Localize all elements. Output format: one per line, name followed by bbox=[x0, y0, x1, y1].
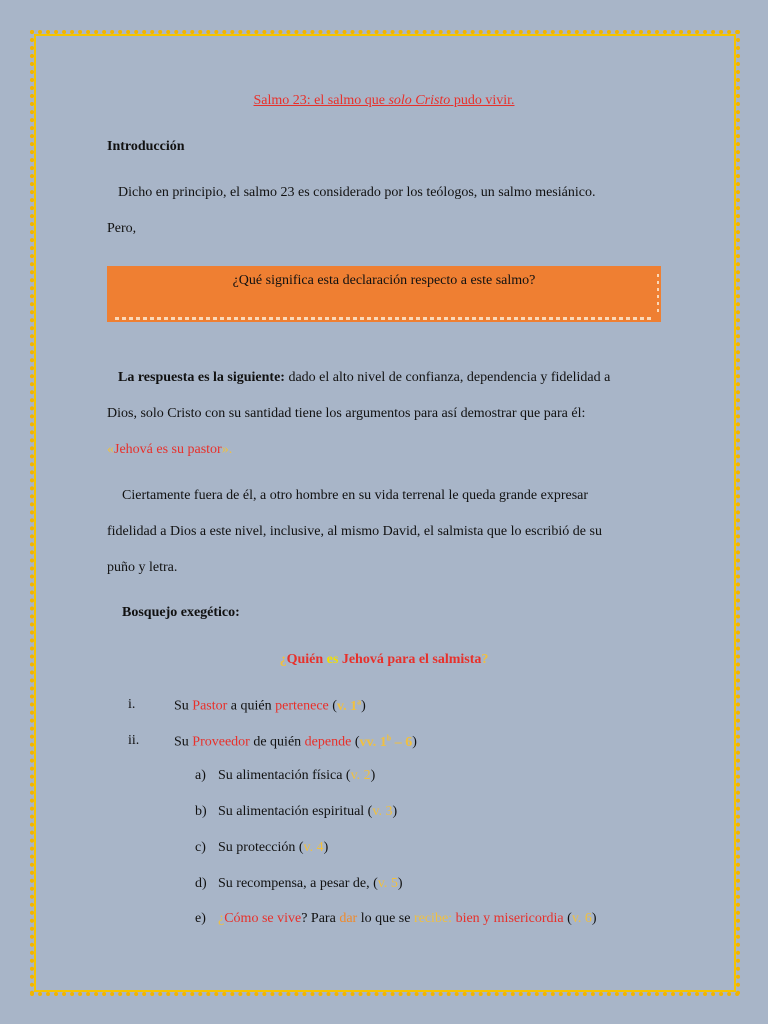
sub-letter-d: d) bbox=[195, 876, 207, 891]
quote-text: Jehová es su pastor bbox=[114, 442, 222, 457]
r2-sup: b bbox=[386, 733, 392, 742]
r2-d: ( bbox=[351, 734, 360, 750]
sub-a-text: Su alimentación física ( bbox=[218, 768, 351, 783]
roman-item-2 bbox=[174, 733, 417, 751]
r1-ref bbox=[337, 699, 361, 714]
question-w3: Jehová para el salmista bbox=[338, 652, 482, 667]
para3-line2: fidelidad a Dios a este nivel, inclusive, al mismo David, el salmista que lo escribió de su bbox=[107, 524, 602, 539]
answer-label: La respuesta es la siguiente: bbox=[118, 370, 285, 385]
document-title bbox=[0, 93, 768, 109]
r2-ref bbox=[360, 735, 413, 750]
title-italic: solo Cristo bbox=[388, 93, 451, 108]
sub-e-ref: v. 6 bbox=[571, 911, 592, 926]
sub-e-question: Cómo se vive bbox=[224, 911, 302, 926]
sub-e-q-close: ? Para bbox=[301, 911, 340, 926]
para2-line2: Dios, solo Cristo con su santidad tiene los argumentos para así demostrar que para él: bbox=[107, 406, 586, 421]
sub-c-ref: v. 4 bbox=[303, 840, 324, 855]
sub-e-recibe: recibe bbox=[413, 911, 449, 926]
sub-item-e bbox=[218, 911, 597, 927]
question-w1: Quién bbox=[286, 652, 327, 667]
para2-rest: dado el alto nivel de confianza, dependencia y fidelidad a bbox=[284, 370, 611, 385]
r1-su: Su bbox=[174, 698, 193, 714]
intro-heading: Introducción bbox=[107, 139, 185, 154]
sub-e-close: ) bbox=[591, 911, 597, 926]
sub-item-c bbox=[218, 840, 328, 856]
r2-proveedor: Proveedor bbox=[192, 734, 250, 750]
sub-e-colon: : bbox=[448, 911, 456, 926]
sub-letter-b: b) bbox=[195, 804, 207, 819]
sub-b-ref: v. 3 bbox=[372, 804, 393, 819]
sub-letter-a: a) bbox=[195, 768, 206, 783]
title-text: Salmo 23: el salmo que bbox=[253, 93, 389, 108]
question-w2: es bbox=[326, 652, 339, 667]
question-callout bbox=[107, 266, 661, 322]
sub-c-text: Su protección ( bbox=[218, 840, 304, 855]
r1-pastor: Pastor bbox=[192, 698, 228, 714]
r1-b: a quién bbox=[227, 698, 276, 714]
r2-depende: depende bbox=[304, 734, 352, 750]
sub-item-b bbox=[218, 804, 397, 820]
r2-su: Su bbox=[174, 734, 193, 750]
quote-close: ». bbox=[221, 442, 233, 457]
callout-text: ¿Qué significa esta declaración respecto a este salmo? bbox=[232, 273, 536, 288]
roman-item-1 bbox=[174, 697, 366, 715]
r1-d: ( bbox=[328, 698, 337, 714]
para3-line1: Ciertamente fuera de él, a otro hombre en su vida terrenal le queda grande expresar bbox=[122, 488, 589, 503]
sub-item-a bbox=[218, 768, 375, 784]
quote-open: « bbox=[107, 442, 114, 457]
sub-a-ref: v. 2 bbox=[350, 768, 371, 783]
sub-e-mid: lo que se bbox=[357, 911, 414, 926]
r1-pertenece: pertenece bbox=[275, 698, 329, 714]
sub-c-close: ) bbox=[323, 840, 329, 855]
question-close: ? bbox=[481, 652, 489, 667]
para2-line1 bbox=[118, 370, 610, 386]
para1-line1: Dicho en principio, el salmo 23 es considerado por los teólogos, un salmo mesiánico. bbox=[118, 185, 596, 200]
r2-b: de quién bbox=[249, 734, 305, 750]
outline-heading: Bosquejo exegético: bbox=[122, 605, 240, 620]
roman-num-1: i. bbox=[128, 697, 136, 712]
sub-e-bien: bien y misericordia bbox=[455, 911, 564, 926]
title-end: pudo vivir. bbox=[450, 93, 515, 108]
sub-e-paren: ( bbox=[563, 911, 572, 926]
sub-d-text: Su recompensa, a pesar de, ( bbox=[218, 876, 378, 891]
sub-item-d bbox=[218, 876, 403, 892]
r2-ref2: – 6 bbox=[391, 734, 413, 750]
sub-b-close: ) bbox=[392, 804, 398, 819]
sub-e-dar: dar bbox=[339, 911, 358, 926]
outline-question bbox=[0, 652, 768, 668]
sub-b-text: Su alimentación espiritual ( bbox=[218, 804, 373, 819]
page-border bbox=[30, 30, 740, 996]
sub-d-ref: v. 5 bbox=[377, 876, 398, 891]
r2-ref-text: vv. 1 bbox=[359, 734, 387, 750]
sub-letter-c: c) bbox=[195, 840, 206, 855]
r2-e: ) bbox=[412, 734, 417, 750]
sub-a-close: ) bbox=[370, 768, 376, 783]
question-open: ¿ bbox=[279, 652, 287, 667]
r1-ref-text: v. 1 bbox=[336, 698, 358, 714]
para3-line3: puño y letra. bbox=[107, 560, 178, 575]
sub-d-close: ) bbox=[397, 876, 403, 891]
r1-sup: a bbox=[357, 697, 362, 706]
para2-line3 bbox=[107, 442, 232, 458]
sub-letter-e: e) bbox=[195, 911, 206, 926]
sub-e-q-open: ¿ bbox=[218, 911, 225, 926]
para1-line2: Pero, bbox=[107, 221, 137, 236]
r1-e: ) bbox=[361, 698, 366, 714]
roman-num-2: ii. bbox=[128, 733, 140, 748]
